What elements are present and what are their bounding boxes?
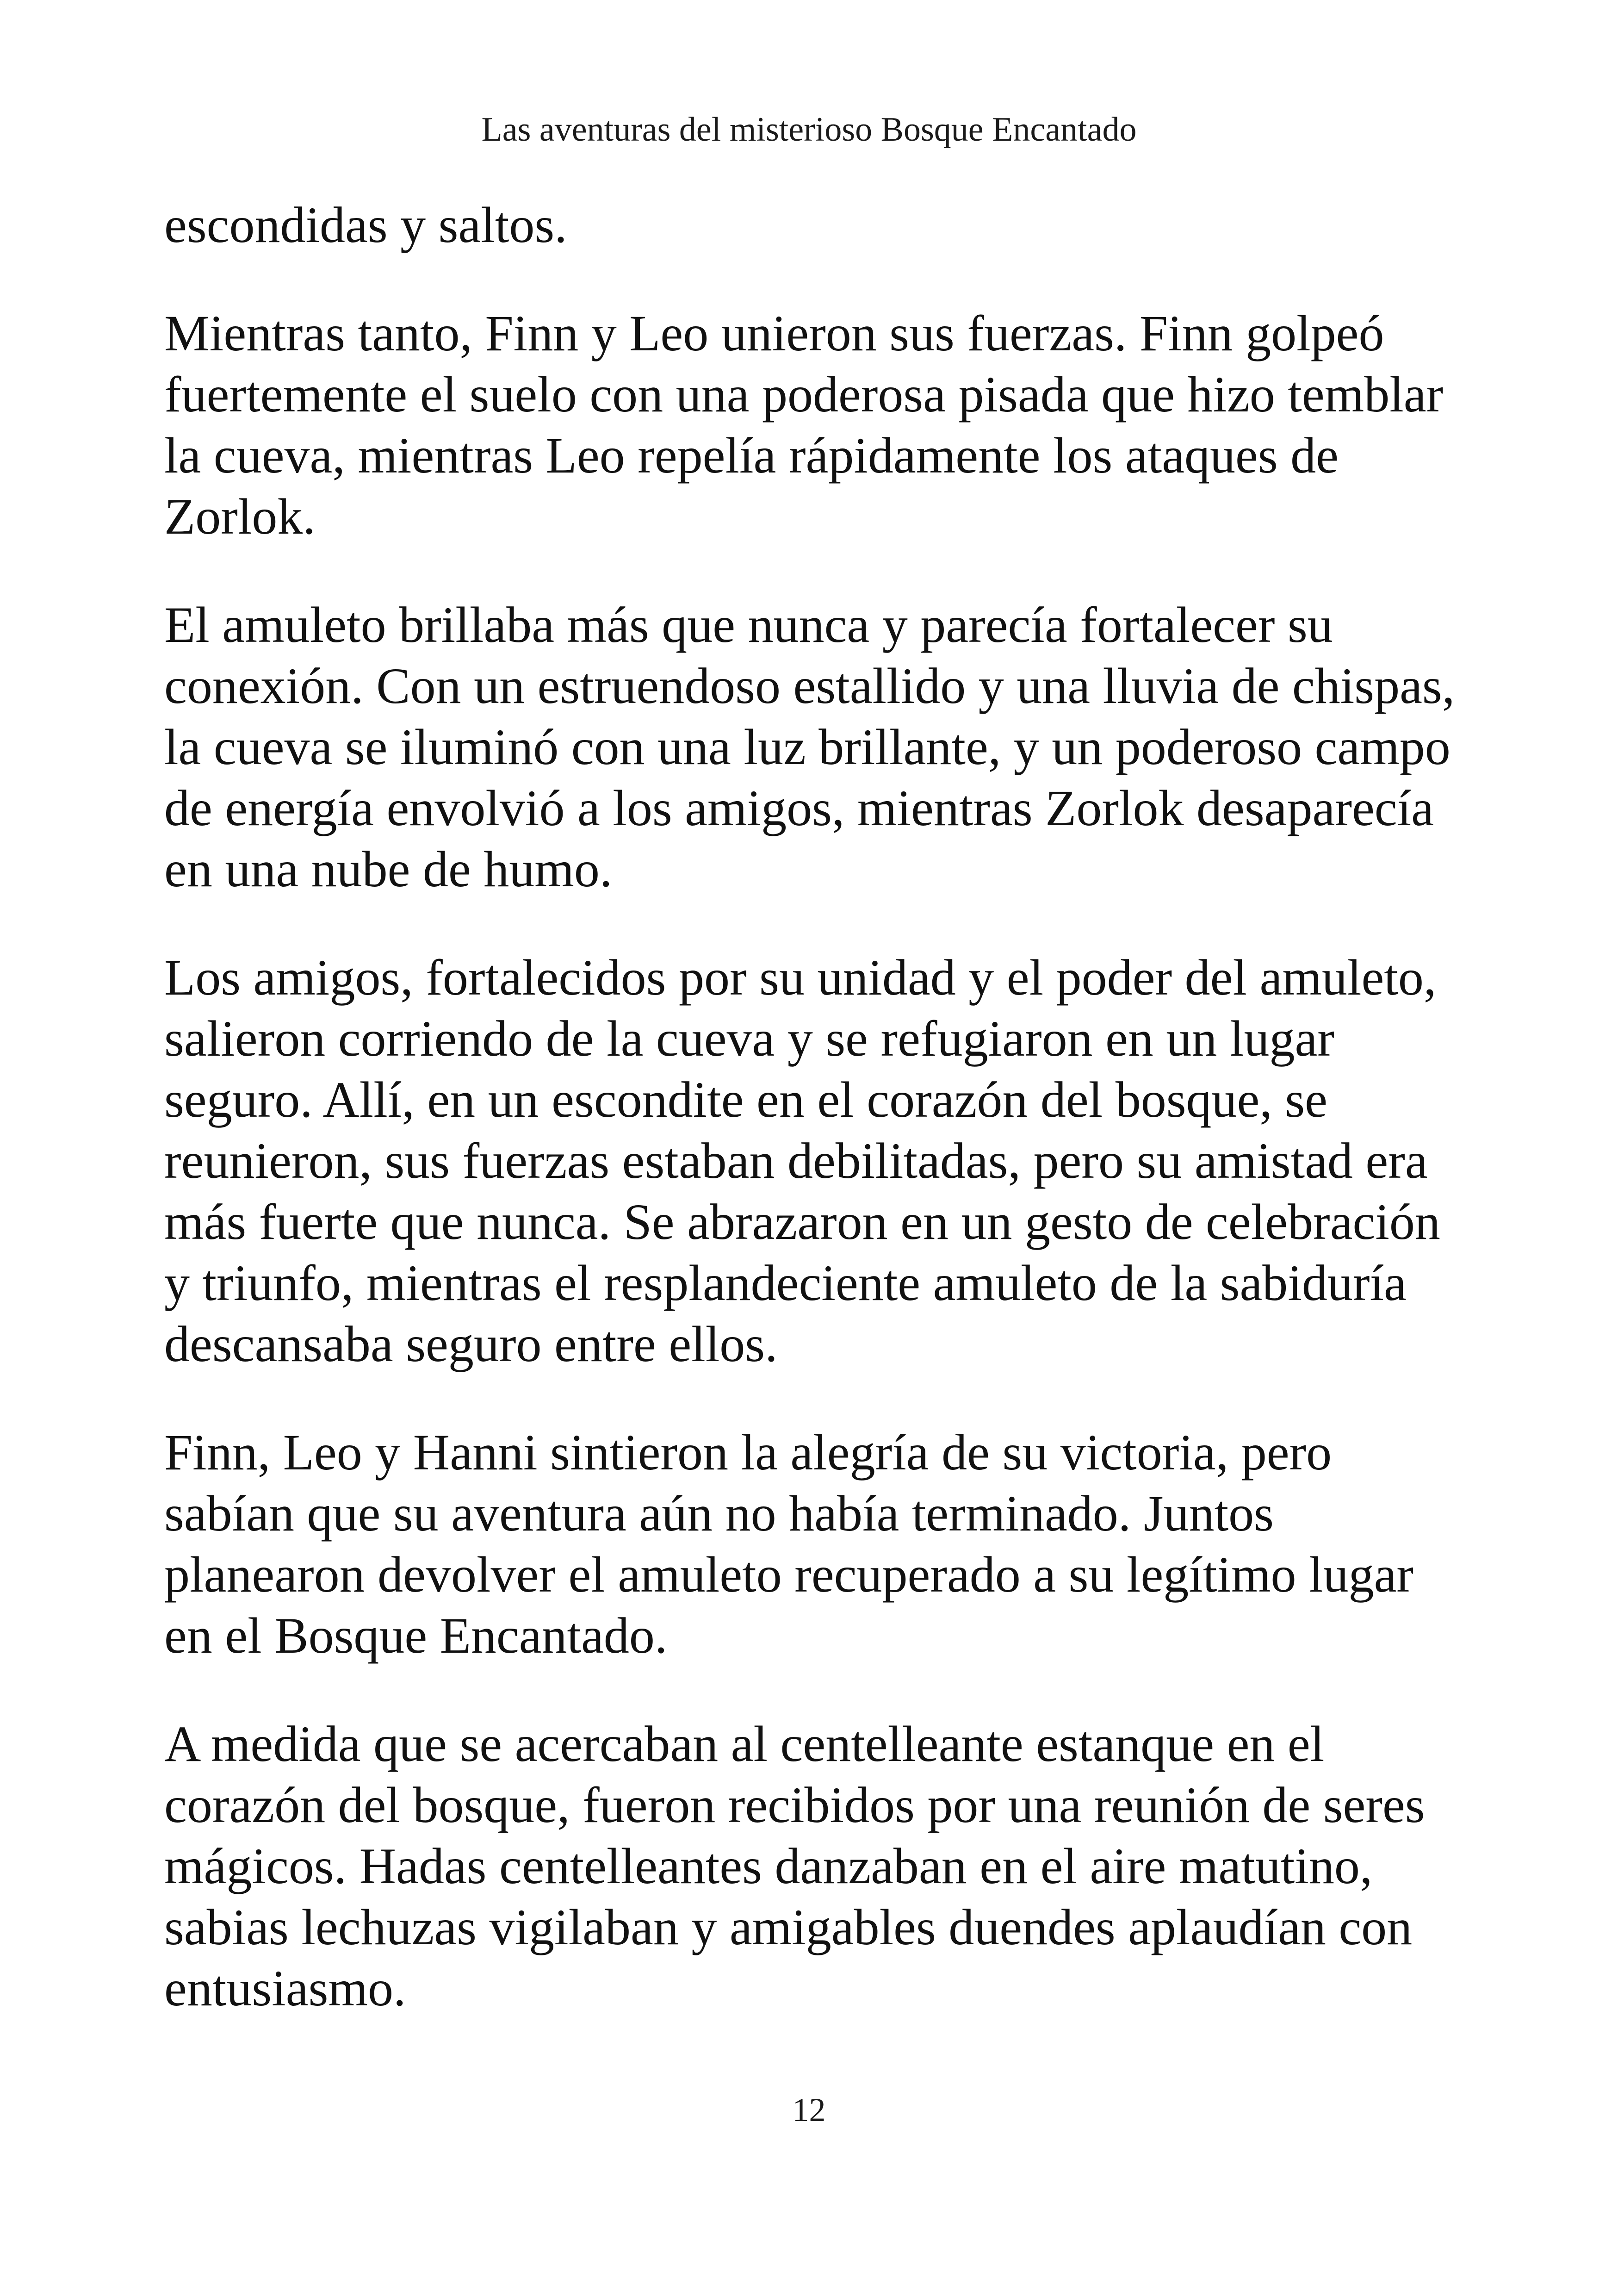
body-text [164,194,1469,2066]
running-header-title: Las aventuras del misterioso Bosque Encantado [481,111,1137,149]
paragraph: Mientras tanto, Finn y Leo unieron sus fuerzas. Finn golpeó fuertemente el suelo con una poderosa pisada que hizo temblar la cueva, mientras Leo repelía rápidamente los ataques de Zorlok. [164,305,1444,545]
paragraph: escondidas y saltos. [164,197,567,253]
paragraph: El amuleto brillaba más que nunca y parecía fortalecer su conexión. Con un estruendoso estallido y una lluvia de chispas, la cueva se iluminó con una luz brillante, y un poderoso campo de energía envolvió a los amigos, mientras Zorlok desaparecía en una nube de humo. [164,597,1455,897]
paragraph: Finn, Leo y Hanni sintieron la alegría de su victoria, pero sabían que su aventura aún no había terminado. Juntos planearon devolver el amuleto recuperado a su legítimo lugar en el Bosque Encantado. [164,1424,1414,1664]
paragraph: Los amigos, fortalecidos por su unidad y el poder del amuleto, salieron corriendo de la cueva y se refugiaron en un lugar seguro. Allí, en un escondite en el corazón del bosque, se reunieron, sus fuerzas estaban debilitadas, pero su amistad era más fuerte que nunca. Se abrazaron en un gesto de celebración y triunfo, mientras el resplandeciente amuleto de la sabiduría descansaba seguro entre ellos. [164,949,1440,1372]
page-number: 12 [792,2091,826,2128]
paragraph: A medida que se acercaban al centelleante estanque en el corazón del bosque, fueron recibidos por una reunión de seres mágicos. Hadas centelleantes danzaban en el aire matutino, sabias lechuzas vigilaban y amigables duendes aplaudían con entusiasmo. [164,1716,1425,2016]
